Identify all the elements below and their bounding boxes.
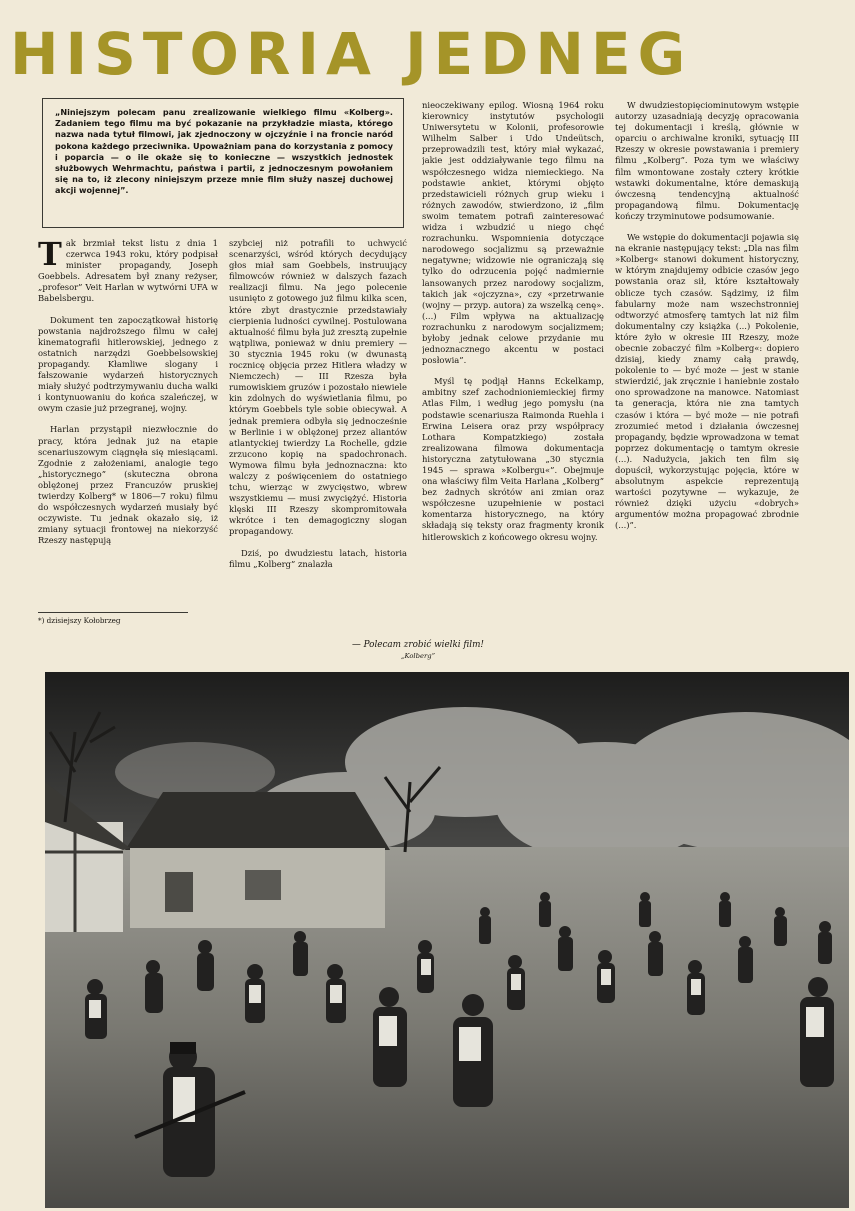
column-1-paragraph-1-text: ak brzmiał tekst listu z dnia 1 czerwca 1943 roku, który podpisał minister propagandy, Joseph Goebbels. Adresatem był znany reżyser, „profesor” Veit Harlan w wytwórni UFA w Babelsbergu. (38, 238, 218, 304)
article-column-1 (38, 238, 218, 618)
column-1-paragraph-1 (38, 238, 218, 305)
column-3-paragraph-2: Myśl tę podjął Hanns Eckelkamp, ambitny szef zachodnioniemieckiej firmy Atlas Film, i według jego pomysłu (na podstawie scenariusza Raimonda Ruehla i Erwina Leisera oraz przy współpracy Lothara Kompatzkiego) została zrealizowana filmowa dokumentacja historyczna zatytułowana „30 stycznia 1945 — sprawa »Kolbergu«”. Obejmuje ona właściwy film Veita Harlana „Kolberg” bez żadnych skrótów ani zmian oraz współczesne uzupełnienie w postaci komentarza historycznego, na który składają się teksty oraz fragmenty kronik hitlerowskich z końcowego okresu wojny. (422, 376, 604, 542)
column-1-paragraph-2: Dokument ten zapoczątkował historię powstania najdroższego filmu w całej kinematografii hitlerowskiej, jednego z ostatnich narzędzi Goebbelsowskiej propagandy. Kłamliwe slogany i fałszowanie wydarzeń historycznych miały służyć podtrzymywaniu ducha walki i kontynuowaniu do końca szaleńczej, w owym czasie już przegranej, wojny. (38, 314, 218, 414)
drop-cap: T (38, 238, 62, 273)
column-1-paragraph-3: Harlan przystąpił niezwłocznie do pracy, która jednak już na etapie scenariuszowym ciągnęła się miesiącami. Zgodnie z założeniami, analogie tego „historycznego” (skuteczna obrona oblężonej przez Francuzów pruskiej twierdzy Kolberg* w 1806—7 roku) filmu do współczesnych wydarzeń musiały być oczywiste. Tu jednak okazało się, iż zmiany sytuacji frontowej na niekorzyść Rzeszy następują (38, 424, 218, 546)
footnote-text: *) dzisiejszy Kołobrzeg (38, 616, 121, 625)
photo-caption (330, 640, 506, 662)
article-column-4 (615, 100, 799, 628)
film-still-photo (45, 672, 849, 1208)
column-2-paragraph-2: Dziś, po dwudziestu latach, historia filmu „Kolberg” znalazła (229, 547, 407, 569)
article-column-2 (229, 238, 407, 628)
page-title: HISTORIA JEDNEG (10, 20, 693, 88)
article-column-3 (422, 100, 604, 628)
intro-quote-text: „Niniejszym polecam panu zrealizowanie wielkiego filmu «Kolberg». Zadaniem tego filmu ma być pokazanie na przykładzie miasta, którego nazwa nada tytuł filmowi, jak zjednoczony w ojczyźnie i na froncie naród pokona każdego przeciwnika. Upoważniam pana do korzystania z pomocy i poparcia — o ile okaże się to konieczne — wszystkich jednostek służbowych Wehrmachtu, państwa i partii, z jednoczesnym powołaniem się na to, iż zlecony niniejszym przeze mnie film służy naszej duchowej akcji wojennej”. (55, 107, 393, 196)
column-3-paragraph-1: nieoczekiwany epilog. Wiosną 1964 roku kierownicy instytutów psychologii Uniwersytetu w Kolonii, profesorowie Wilhelm Salber i Udo Undeütsch, przeprowadzili test, który miał wykazać, jakie jest oddziaływanie tego filmu na współczesnego widza niemieckiego. Na podstawie ankiet, którymi objęto przedstawicieli różnych grup wieku i różnych zawodów, stwierdzono, iż „film swoim tematem potrafi zainteresować widza i wzbudzić u niego chęć rozrachunku. Wspomnienia dotyczące narodowego socjalizmu są przeważnie negatywne; widzowie nie ograniczają się tylko do odrzucenia pojęć nadmiernie lansowanych przez narodowy socjalizm, takich jak «ojczyzna», czy «przetrwanie (wojny — przyp. autora) za wszelką cenę». (...) Film wpływa na aktualizację rozrachunku z narodowym socjalizmem; byłoby jednak celowe przydanie mu jednoznacznego akcentu w postaci posłowia”. (422, 100, 604, 366)
photo-caption-credit: „Kolberg” (400, 652, 436, 660)
column-2-paragraph-1: szybciej niż potrafili to uchwycić scenarzyści, wśród których decydujący głos miał sam Goebbels, instruujący filmowców również w dalszych fazach realizacji filmu. Na jego polecenie usunięto z gotowego już filmu kilka scen, które zbyt drastycznie przedstawiały cierpienia ludności cywilnej. Postulowana aktualność filmu była już zresztą zupełnie wątpliwa, ponieważ w dniu premiery — 30 stycznia 1945 roku (w dwunastą rocznicę objęcia przez Hitlera władzy w Niemczech) — III Rzesza była rumowiskiem gruzów i pozostało niewiele kin zdolnych do wyświetlania filmu, po którym Goebbels tyle sobie obiecywał. A jednak premiera odbyła się jednocześnie w Berlinie i w oblężonej przez aliantów atlantyckiej twierdzy La Rochelle, gdzie zrzucono kopię na spadochronach. Wymowa filmu była jednoznaczna: kto walczy z poświęceniem do ostatniego tchu, wierząc w zwycięstwo, wbrew wszystkiemu — musi zwyciężyć. Historia klęski III Rzeszy skompromitowała wkrótce i ten demagogiczny slogan propagandowy. (229, 238, 407, 537)
column-4-paragraph-1: W dwudziestopięciominutowym wstępie autorzy uzasadniają decyzję opracowania tej dokumentacji i kreślą, głównie w oparciu o archiwalne kroniki, sytuację III Rzeszy w okresie powstawania i premiery filmu „Kolberg”. Poza tym we właściwy film wmontowane zostały cztery krótkie wstawki dokumentalne, które demaskują ówczesną tendencyjną aktualność propagandową filmu. Dokumentację kończy trzyminutowe podsumowanie. (615, 100, 799, 221)
film-still-illustration (45, 672, 849, 1208)
column-4-paragraph-2: We wstępie do dokumentacji pojawia się na ekranie następujący tekst: „Dla nas film »Kolberg« stanowi dokument historyczny, w którym znajdujemy odbicie czasów jego powstania oraz sił, które kształtowały oblicze tych czasów. Sądzimy, iż film fabularny może nam wszechstronniej odtworzyć atmosferę tamtych lat niż film dokumentalny czy książka (...) Pokolenie, które żyło w okresie III Rzeszy, może obecnie zobaczyć film »Kolberg«: dopiero dzisiaj, kiedy znamy całą prawdę, pokolenie to — być może — jest w stanie stwierdzić, jak zręcznie i haniebnie zostało ono sprowadzone na manowce. Natomiast ta generacja, która nie zna tamtych czasów i która — być może — nie potrafi zrozumieć metod i działania ówczesnej propagandy, będzie wprowadzona w temat poprzez dokumentację o tamtym okresie (...). Nadużycia, jakich ten film się dopuścił, wykorzystując pojęcia, które w absolutnym aspekcie reprezentują wartości pozytywne — wykazuje, że również dzięki użyciu «dobrych» argumentów można propagować zbrodnie (...)”. (615, 232, 799, 531)
footnote (38, 612, 188, 625)
intro-quote-box (42, 98, 404, 228)
photo-caption-text: — Polecam zrobić wielki film! (352, 640, 484, 650)
